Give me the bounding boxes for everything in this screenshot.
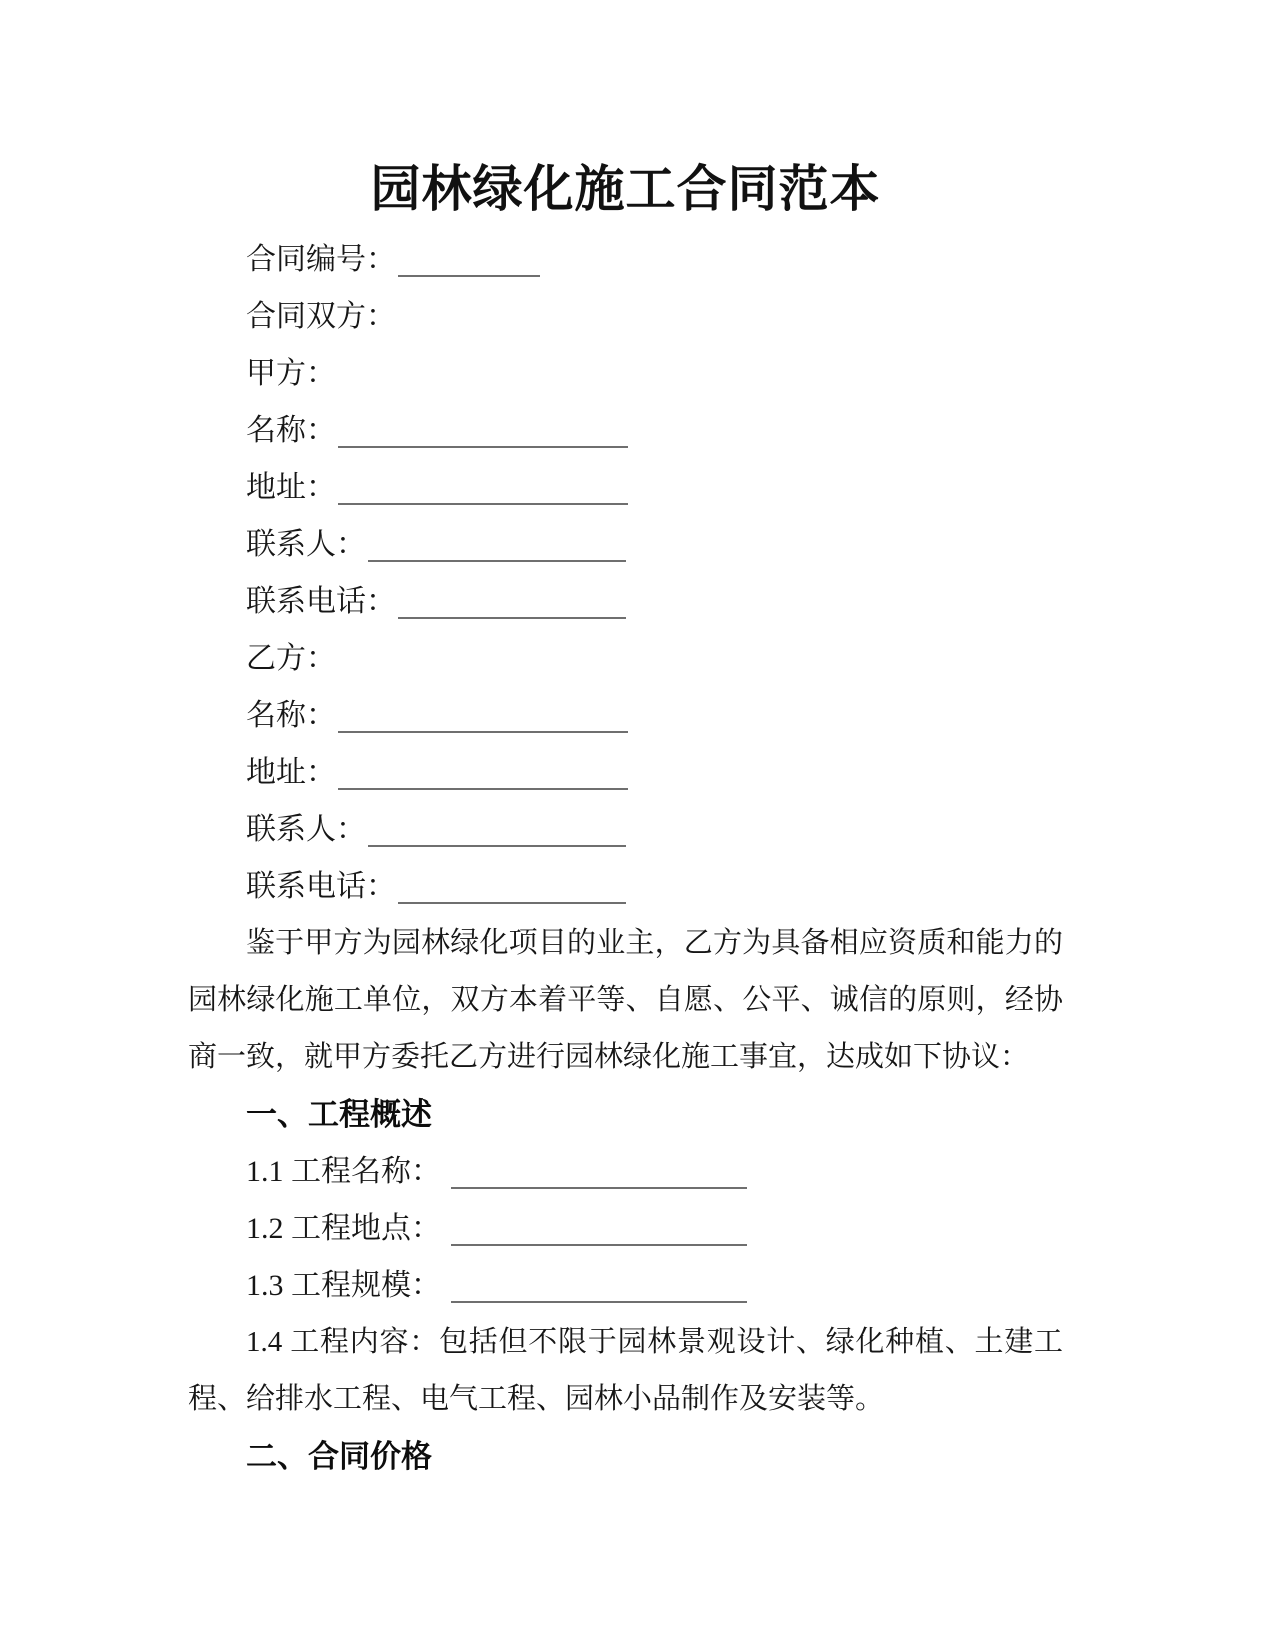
document-content [188, 147, 1063, 1485]
field-row-party-a [188, 345, 1063, 402]
party-a-address-blank[interactable] [338, 473, 628, 505]
party-b-contact-label: 联系人： [246, 813, 366, 846]
contract-number-blank[interactable] [398, 245, 540, 277]
party-a-phone-label: 联系电话： [246, 585, 396, 618]
project-name-label: 1.1 工程名称： [246, 1155, 441, 1188]
field-row-party-a-name [188, 402, 1063, 459]
field-row-contract-parties [188, 288, 1063, 345]
item-1-4-line-1: 1.4 工程内容：包括但不限于园林景观设计、绿化种植、土建工 [246, 1326, 1063, 1358]
party-b-contact-blank[interactable] [368, 815, 626, 847]
project-scale-label: 1.3 工程规模： [246, 1269, 441, 1302]
item-1-4-line-2: 程、给排水工程、电气工程、园林小品制作及安装等。 [188, 1383, 885, 1415]
preamble-line-2: 园林绿化施工单位，双方本着平等、自愿、公平、诚信的原则，经协 [188, 984, 1063, 1016]
party-a-address-label: 地址： [246, 471, 336, 504]
project-name-blank[interactable] [451, 1157, 747, 1189]
field-row-contract-number [188, 231, 1063, 288]
preamble-line-3: 商一致，就甲方委托乙方进行园林绿化施工事宜，达成如下协议： [188, 1041, 1030, 1073]
party-a-contact-label: 联系人： [246, 528, 366, 561]
item-1-1-row [188, 1143, 1063, 1200]
section-2-heading: 二、合同价格 [246, 1439, 432, 1474]
document-title: 园林绿化施工合同范本 [370, 161, 881, 217]
item-1-2-row [188, 1200, 1063, 1257]
party-a-label: 甲方： [246, 357, 336, 390]
party-a-phone-blank[interactable] [398, 587, 626, 619]
field-row-party-b-address [188, 744, 1063, 801]
section-1-heading: 一、工程概述 [246, 1097, 432, 1132]
field-row-party-a-contact [188, 516, 1063, 573]
field-row-party-b-name [188, 687, 1063, 744]
party-a-contact-blank[interactable] [368, 530, 626, 562]
party-b-label: 乙方： [246, 642, 336, 675]
contract-parties-label: 合同双方： [246, 300, 396, 333]
project-location-label: 1.2 工程地点： [246, 1212, 441, 1245]
field-row-party-b-contact [188, 801, 1063, 858]
field-row-party-a-address [188, 459, 1063, 516]
project-scale-blank[interactable] [451, 1271, 747, 1303]
party-a-name-blank[interactable] [338, 416, 628, 448]
party-b-phone-blank[interactable] [398, 872, 626, 904]
field-row-party-b-phone [188, 858, 1063, 915]
preamble-line-1: 鉴于甲方为园林绿化项目的业主，乙方为具备相应资质和能力的 [246, 927, 1063, 959]
party-b-address-label: 地址： [246, 756, 336, 789]
contract-number-label: 合同编号： [246, 243, 396, 276]
party-b-name-label: 名称： [246, 699, 336, 732]
party-b-phone-label: 联系电话： [246, 870, 396, 903]
item-1-3-row [188, 1257, 1063, 1314]
field-row-party-b [188, 630, 1063, 687]
party-b-name-blank[interactable] [338, 701, 628, 733]
party-b-address-blank[interactable] [338, 758, 628, 790]
field-row-party-a-phone [188, 573, 1063, 630]
project-location-blank[interactable] [451, 1214, 747, 1246]
party-a-name-label: 名称： [246, 414, 336, 447]
